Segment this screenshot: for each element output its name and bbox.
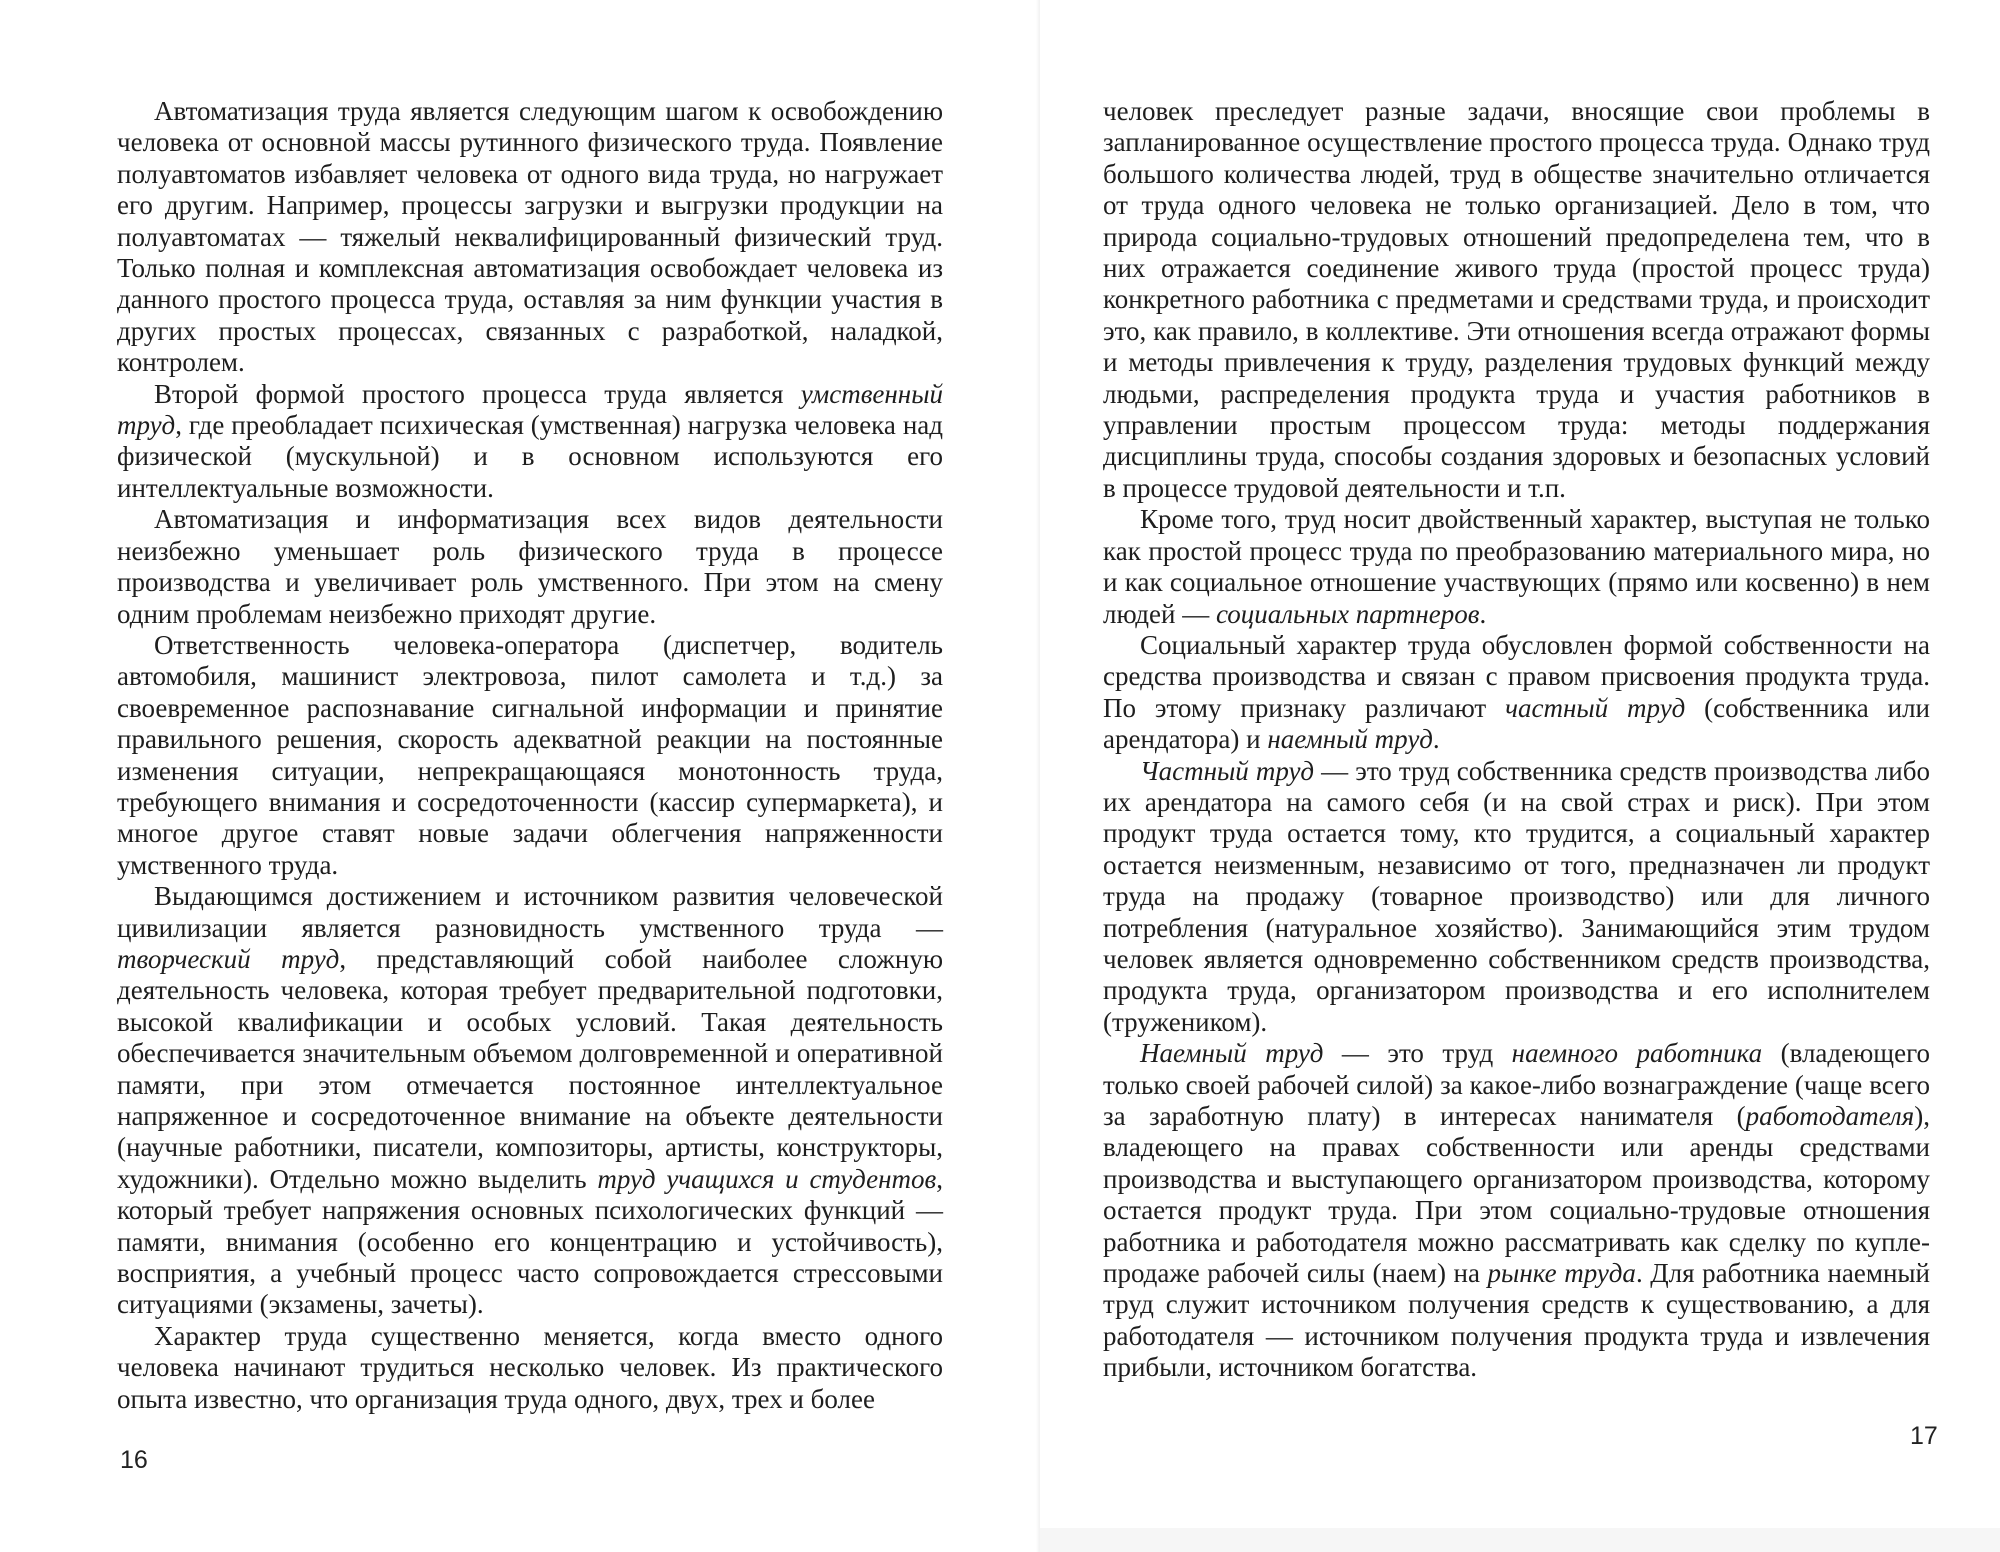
italic-term: работодателя bbox=[1745, 1101, 1915, 1131]
italic-term: рынке труда bbox=[1487, 1258, 1636, 1289]
right-page-text bbox=[1103, 96, 1930, 1384]
italic-term: социальных партнеров bbox=[1215, 598, 1480, 629]
italic-term: частный труд bbox=[1505, 692, 1686, 723]
italic-term: Частный труд bbox=[1140, 755, 1315, 786]
paragraph: Характер труда существенно меняется, когда вместо одного человека начинают трудиться несколько человек. Из практического опыта известно, что организация труда одного, двух, трех и более bbox=[117, 1320, 943, 1414]
scan-edge bbox=[1040, 1528, 2000, 1552]
italic-term: умственный труд bbox=[117, 378, 943, 441]
italic-term: наемного работника bbox=[1511, 1038, 1763, 1069]
continued-paragraph: человек преследует разные задачи, вносящие свои проблемы в запланированное осуществление простого процесса труда. Однако труд большого количества людей, труд в обществе значительно отличается от труда одного человека не только организацией. Дело в том, что природа социально-трудовых отношений предопределена тем, что в них отражается соединение живого труда (простой процесс труда) конкретного работника с предметами и средствами труда, и происходит это, как правило, в коллективе. Эти отношения всегда отражают формы и методы привлечения к труду, разделения трудовых функций между людьми, распределения продукта труда и участия работников в управлении простым процессом труда: методы поддержания дисциплины труда, способы создания здоровых и безопасных условий в процессе трудовой деятельности и т.п. bbox=[1103, 96, 1930, 503]
paragraph: Автоматизация труда является следующим шагом к освобождению человека от основной массы рутинного физического труда. Появление полуавтоматов избавляет человека от одного вида труда, но нагружает его другим. Например, процессы загрузки и выгрузки продукции на полуавтоматах — тяжелый неквалифицированный физический труд. Только полная и комплексная автоматизация освобождает человека из данного простого процесса труда, оставляя за ним функции участия в других простых процессах, связанных с разработкой, наладкой, контролем. bbox=[117, 96, 943, 378]
paragraph: Выдающимся достижением и источником развития человеческой цивилизации является разновидность умственного труда — творческий труд, представляющий собой наиболее сложную деятельность человека, которая требует предварительной подготовки, высокой квалификации и особых условий. Такая деятельность обеспечивается значительным объемом долговременной и оперативной памяти, при этом отмечается постоянное интеллектуальное напряженное и сосредоточенное внимание на объекте деятельности (научные работники, писатели, композиторы, артисты, конструкторы, художники). Отдельно можно выделить труд учащихся и студентов, который требует напряжения основных психологических функций — памяти, внимания (особенно его концентрацию и устойчивость), восприятия, а учебный процесс часто сопровождается стрессовыми ситуациями (экзамены, зачеты). bbox=[117, 881, 943, 1320]
page-number: 16 bbox=[120, 1446, 148, 1474]
right-page bbox=[1040, 0, 2000, 1552]
paragraph: Автоматизация и информатизация всех видов деятельности неизбежно уменьшает роль физического труда в процессе производства и увеличивает роль умственного. При этом на смену одним проблемам неизбежно приходят другие. bbox=[117, 504, 943, 629]
paragraph: Социальный характер труда обусловлен формой собственности на средства производства и связан с правом присвоения продукта труда. По этому признаку различают частный труд (собственника или арендатора) и наемный труд. bbox=[1103, 629, 1931, 755]
italic-term: Наемный труд bbox=[1140, 1038, 1324, 1069]
italic-term: наемный труд bbox=[1267, 724, 1433, 755]
paragraph: Частный труд — это труд собственника средств производства либо их арендатора на самого себя (и на свой страх и риск). При этом продукт труда остается тому, кто трудится, а социальный характер остается неизменным, независимо от того, предназначен ли продукт труда на продажу (товарное производство) или для личного потребления (натуральное хозяйство). Занимающийся этим трудом человек является одновременно собственником средств производства, продукта труда, организатором производства и его исполнителем (тружеником). bbox=[1103, 755, 1930, 1037]
italic-term: труд учащихся и студентов bbox=[597, 1163, 937, 1194]
italic-term: творческий труд bbox=[117, 943, 340, 974]
paragraph: Кроме того, труд носит двойственный характер, выступая не только как простой процесс труда по преобразованию материального мира, но и как социальное отношение участвующих (прямо или косвенно) в нем людей — социальных партнеров. bbox=[1103, 504, 1930, 629]
left-page-text bbox=[117, 96, 943, 1415]
paragraph: Ответственность человека-оператора (диспетчер, водитель автомобиля, машинист электровоза, пилот самолета и т.д.) за своевременное распознавание сигнальной информации и принятие правильного решения, скорость адекватной реакции на постоянные изменения ситуации, непрекращающаяся монотонность труда, требующего внимания и сосредоточенности (кассир супермаркета), и многое другое ставят новые задачи облегчения напряженности умственного труда. bbox=[117, 629, 943, 880]
page-number: 17 bbox=[1910, 1422, 1938, 1450]
paragraph: Наемный труд — это труд наемного работника (владеющего только своей рабочей силой) за какое-либо вознаграждение (чаще всего за заработную плату) в интересах нанимателя (работодателя), владеющего на правах собственности или аренды средствами производства и выступающего организатором производства, которому остается продукт труда. При этом социально-трудовые отношения работника и работодателя можно рассматривать как сделку по купле-продаже рабочей силы (наем) на рынке труда. Для работника наемный труд служит источником получения средств к существованию, а для работодателя — источником получения продукта труда и извлечения прибыли, источником богатства. bbox=[1103, 1038, 1931, 1383]
paragraph: Второй формой простого процесса труда является умственный труд, где преобладает психическая (умственная) нагрузка человека над физической (мускульной) и в основном используются его интеллектуальные возможности. bbox=[117, 378, 943, 503]
